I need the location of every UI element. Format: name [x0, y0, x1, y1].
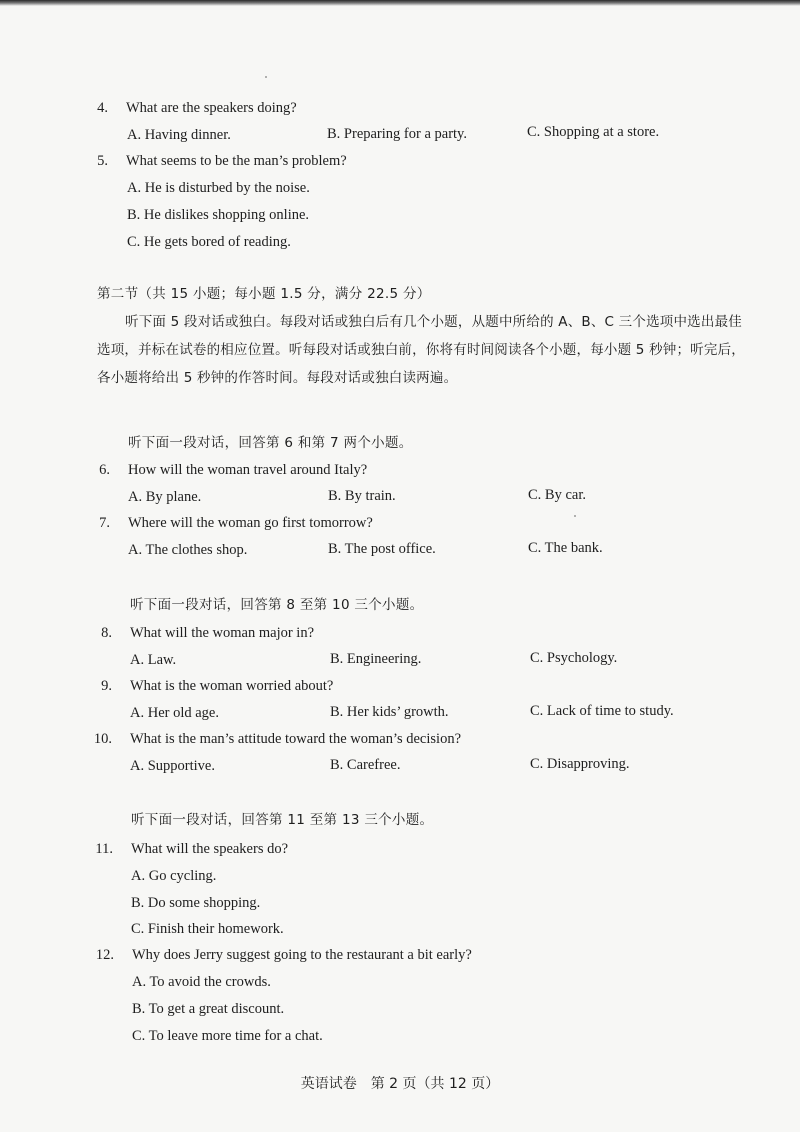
- question-stem: How will the woman travel around Italy?: [128, 462, 368, 478]
- option-a: A. Her old age.: [130, 705, 219, 721]
- option-c: C. He gets bored of reading.: [127, 234, 291, 250]
- option-b: B. He dislikes shopping online.: [127, 207, 310, 223]
- option-b: B. Engineering.: [330, 651, 422, 667]
- option-b: B. To get a great discount.: [132, 1001, 285, 1017]
- question-number: 12.: [95, 947, 114, 963]
- option-b: B. Carefree.: [330, 757, 401, 773]
- group-intro: 听下面一段对话，回答第 11 至第 13 三个小题。: [131, 812, 434, 828]
- scan-speck: [574, 515, 576, 517]
- question-number: 6.: [99, 462, 110, 478]
- page-footer: 英语试卷 第 2 页（共 12 页）: [300, 1076, 500, 1092]
- option-a: A. The clothes shop.: [128, 542, 248, 558]
- option-c: C. Psychology.: [530, 650, 618, 666]
- option-a: A. Supportive.: [130, 758, 215, 774]
- option-b: B. The post office.: [328, 541, 436, 557]
- option-a: A. Law.: [130, 652, 177, 668]
- question-number: 8.: [101, 625, 112, 641]
- option-b: B. Do some shopping.: [131, 895, 261, 911]
- section-instructions: 听下面 5 段对话或独白。每段对话或独白后有几个小题，从题中所给的 A、B、C 三个选项中选出最佳选项，并标在试卷的相应位置。听每段对话或独白前，你将有时间阅读各个小题，每小题 5 秒钟；听完后，各小题将给出 5 秒钟的作答时间。每段对话或独白读两遍。: [97, 314, 745, 386]
- option-a: A. To avoid the crowds.: [132, 974, 271, 990]
- option-a: A. By plane.: [128, 489, 202, 505]
- question-number: 7.: [99, 515, 110, 531]
- question-stem: What is the woman worried about?: [130, 678, 334, 694]
- option-b: B. Preparing for a party.: [327, 126, 467, 142]
- option-c: C. Lack of time to study.: [530, 703, 674, 719]
- option-b: B. Her kids’ growth.: [330, 704, 449, 720]
- group-intro: 听下面一段对话，回答第 6 和第 7 两个小题。: [128, 435, 413, 451]
- question-number: 5.: [97, 153, 108, 169]
- option-c: C. Disapproving.: [530, 756, 630, 772]
- question-stem: What will the speakers do?: [131, 841, 289, 857]
- question-number: 11.: [95, 841, 113, 857]
- section-heading: 第二节（共 15 小题；每小题 1.5 分，满分 22.5 分）: [97, 286, 431, 302]
- question-number: 4.: [97, 100, 108, 116]
- option-b: B. By train.: [328, 488, 396, 504]
- option-c: C. By car.: [528, 487, 586, 503]
- scan-speck: [265, 76, 267, 78]
- option-c: C. Finish their homework.: [131, 921, 284, 937]
- question-stem: Why does Jerry suggest going to the restaurant a bit early?: [132, 947, 472, 963]
- option-c: C. Shopping at a store.: [527, 124, 660, 140]
- question-stem: Where will the woman go first tomorrow?: [128, 515, 373, 531]
- option-c: C. The bank.: [528, 540, 603, 556]
- question-number: 9.: [101, 678, 112, 694]
- option-c: C. To leave more time for a chat.: [132, 1028, 323, 1044]
- question-stem: What will the woman major in?: [130, 625, 315, 641]
- question-stem: What seems to be the man’s problem?: [126, 153, 347, 169]
- question-stem: What are the speakers doing?: [126, 100, 297, 116]
- option-a: A. Having dinner.: [127, 127, 231, 143]
- question-stem: What is the man’s attitude toward the woman’s decision?: [130, 731, 462, 747]
- group-intro: 听下面一段对话，回答第 8 至第 10 三个小题。: [130, 597, 424, 613]
- question-number: 10.: [93, 731, 112, 747]
- page-top-edge: [0, 0, 800, 6]
- option-a: A. Go cycling.: [131, 868, 217, 884]
- option-a: A. He is disturbed by the noise.: [127, 180, 310, 196]
